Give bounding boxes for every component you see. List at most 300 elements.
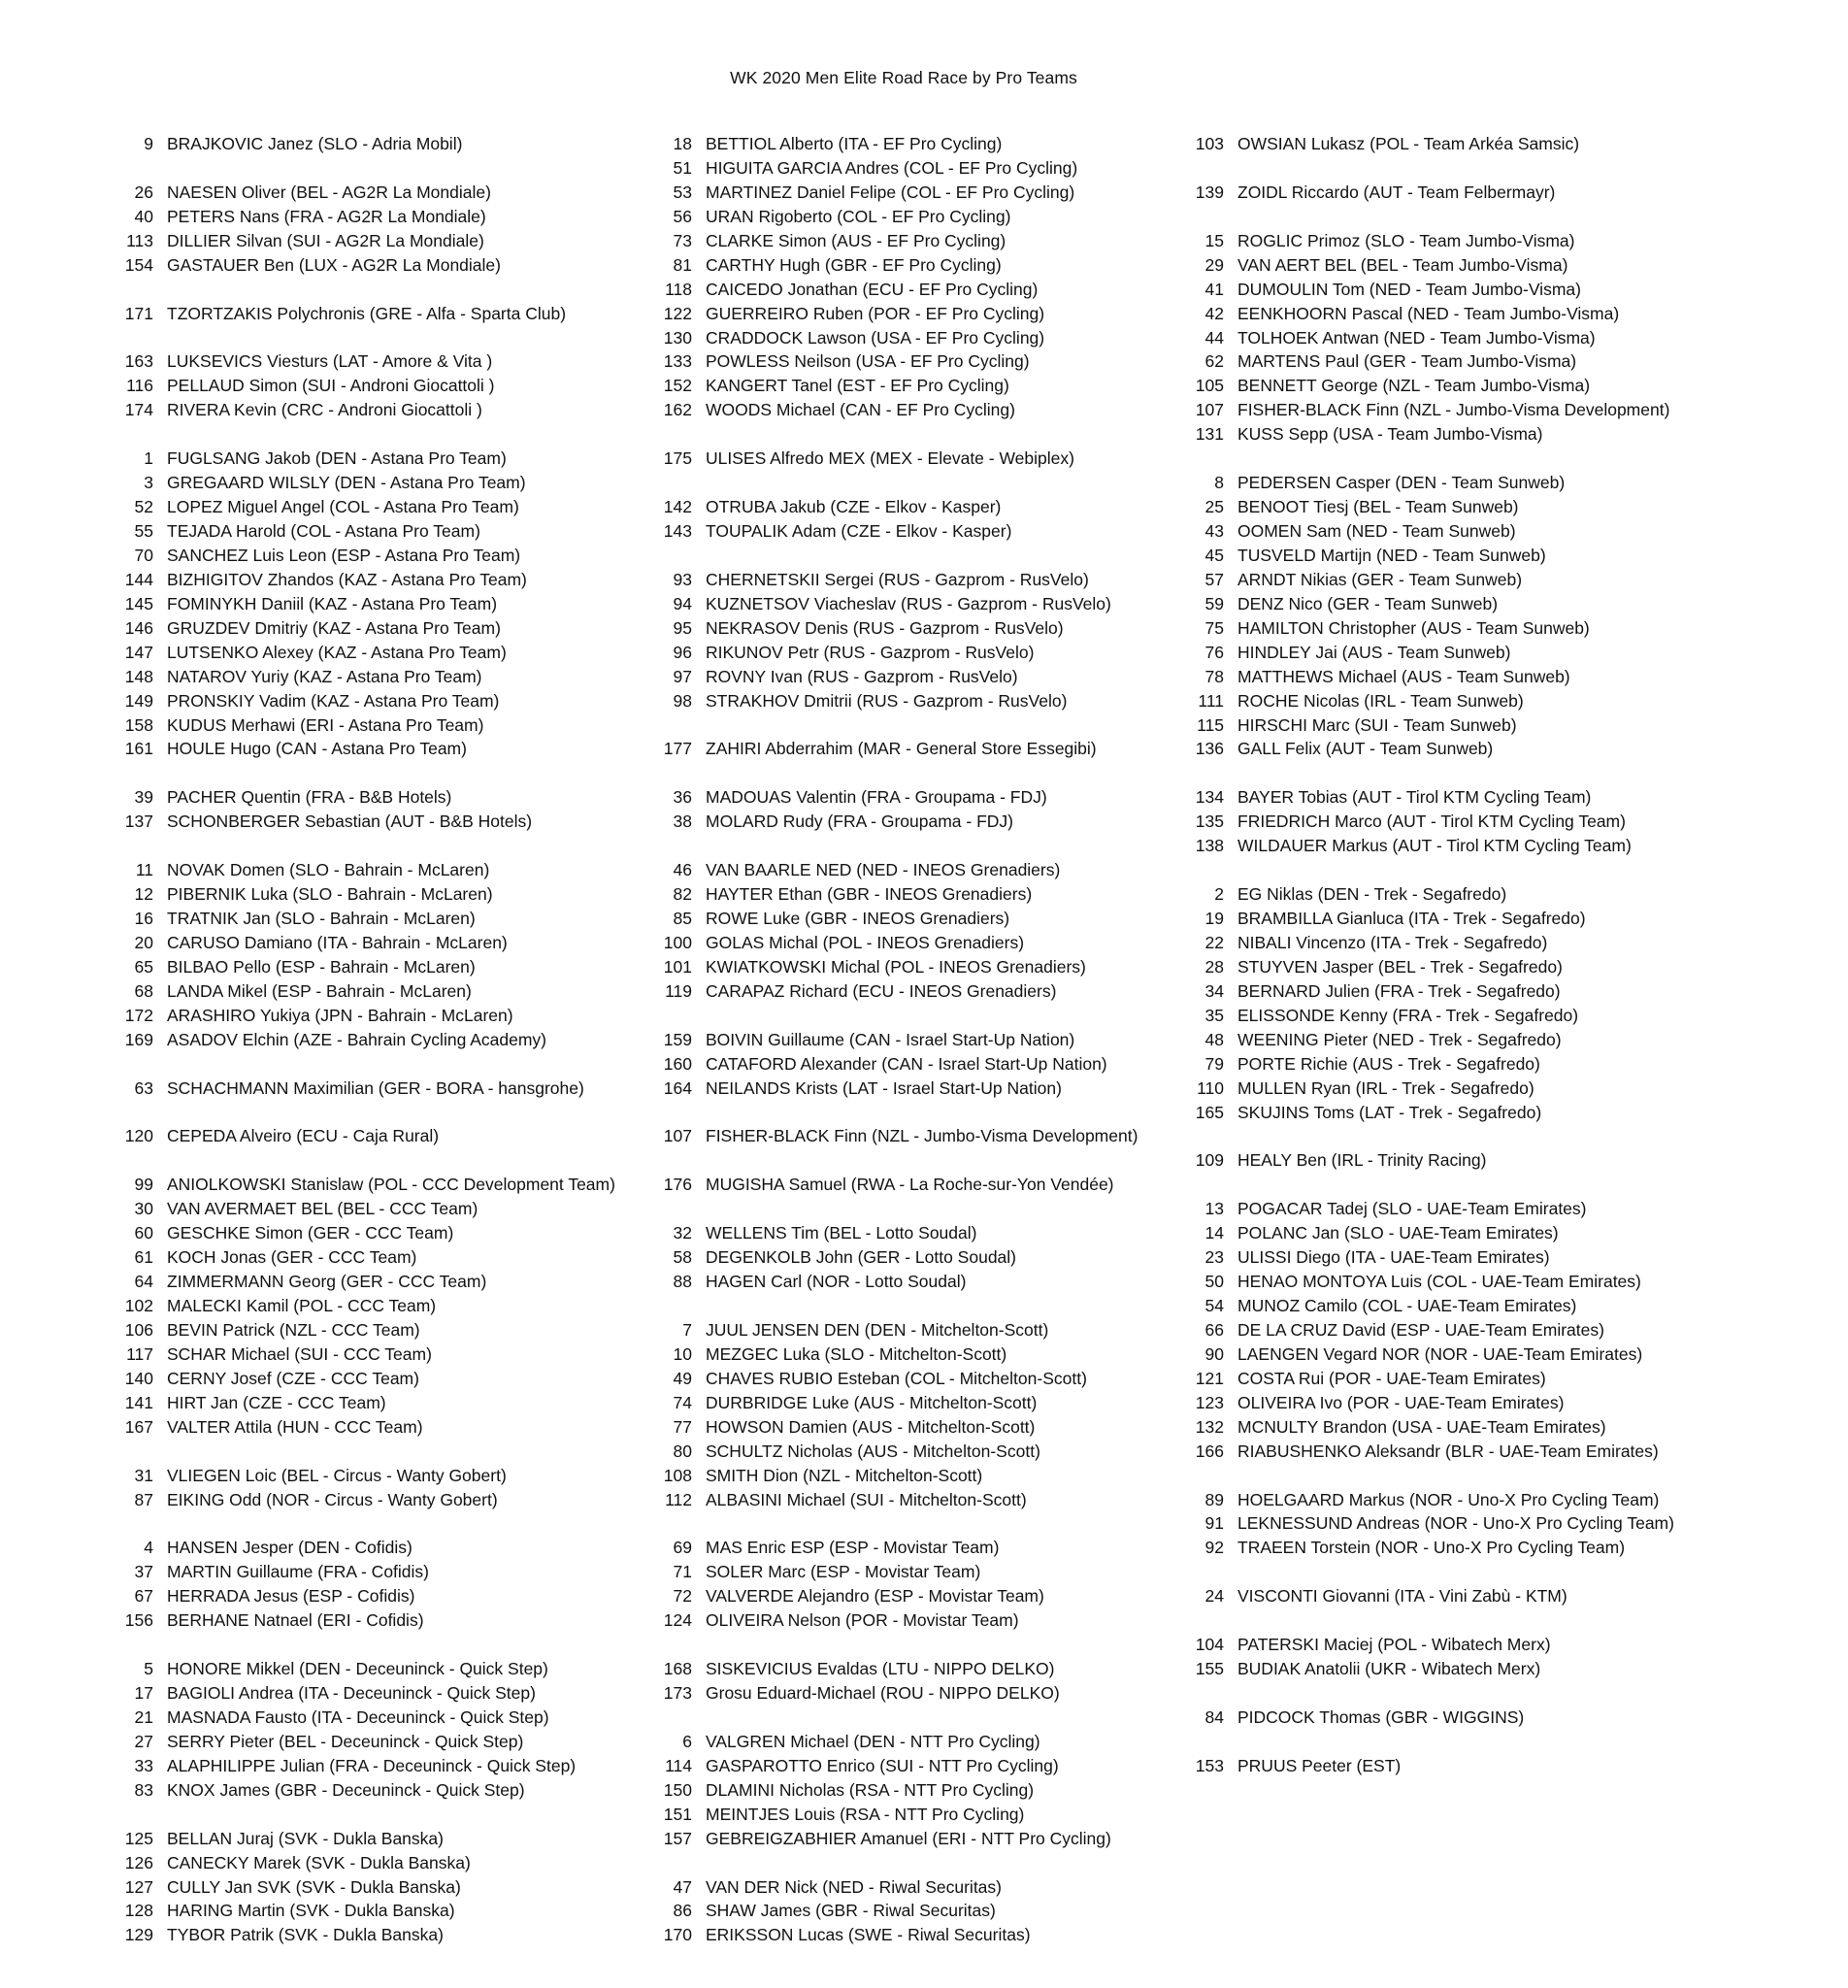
rider-number: 9 <box>144 134 153 153</box>
rider-number: 3 <box>144 473 153 493</box>
rider-row <box>107 1342 615 1367</box>
rider-number: 141 <box>124 1392 153 1412</box>
rider-number: 91 <box>1204 1513 1224 1534</box>
rider-name-team: BIZHIGITOV Zhandos (KAZ - Astana Pro Team) <box>167 569 527 589</box>
rider-name-team: BERNARD Julien (FRA - Trek - Segafredo) <box>1238 980 1561 1001</box>
rider-row <box>1177 181 1674 205</box>
rider-number: 166 <box>1195 1441 1224 1461</box>
rider-row <box>1177 1148 1674 1173</box>
rider-name-team: MOLARD Rudy (FRA - Groupama - FDJ) <box>706 812 1013 832</box>
rider-number: 65 <box>134 956 153 977</box>
spacer-row <box>1177 1681 1674 1706</box>
rider-name-team: HAGEN Carl (NOR - Lotto Soudal) <box>706 1272 967 1292</box>
rider-number: 149 <box>124 690 153 711</box>
rider-row <box>645 1488 1138 1512</box>
rider-row <box>107 205 615 229</box>
rider-row <box>645 1464 1138 1488</box>
rider-row <box>107 1560 615 1584</box>
rider-row <box>1177 665 1674 689</box>
rider-number: 89 <box>1204 1489 1224 1509</box>
rider-name-team: LUKSEVICS Viesturs (LAT - Amore & Vita ) <box>167 351 493 372</box>
rider-row <box>107 1778 615 1803</box>
rider-number: 32 <box>673 1223 692 1243</box>
rider-number: 21 <box>134 1706 153 1727</box>
rider-name-team: OWSIAN Lukasz (POL - Team Arkéa Samsic) <box>1238 134 1580 153</box>
rider-row <box>645 1245 1138 1270</box>
rider-name-team: TRAEEN Torstein (NOR - Uno-X Pro Cycling Team) <box>1238 1538 1626 1558</box>
rider-number: 115 <box>1197 714 1224 735</box>
rider-name-team: HERRADA Jesus (ESP - Cofidis) <box>167 1586 415 1607</box>
rider-number: 111 <box>1198 690 1224 711</box>
rider-name-team: BRAMBILLA Gianluca (ITA - Trek - Segafredo) <box>1238 909 1586 928</box>
rider-number: 118 <box>665 279 692 299</box>
rider-row <box>107 979 615 1004</box>
rider-name-team: FISHER-BLACK Finn (NZL - Jumbo-Visma Development) <box>1238 400 1670 420</box>
rider-row <box>645 253 1138 278</box>
rider-number: 10 <box>673 1343 692 1364</box>
rider-row <box>1177 374 1674 398</box>
rider-number: 27 <box>134 1731 153 1751</box>
rider-row <box>1177 132 1674 156</box>
rider-number: 5 <box>144 1659 153 1679</box>
rider-row <box>107 253 615 278</box>
rider-row <box>1177 1440 1674 1464</box>
rider-name-team: SOLER Marc (ESP - Movistar Team) <box>706 1562 981 1582</box>
rider-number: 109 <box>1195 1150 1224 1171</box>
rider-number: 35 <box>1204 1005 1224 1025</box>
rider-name-team: POLANC Jan (SLO - UAE-Team Emirates) <box>1238 1223 1559 1243</box>
rider-number: 137 <box>124 812 153 832</box>
rider-row <box>1177 229 1674 253</box>
rider-name-team: KUSS Sepp (USA - Team Jumbo-Visma) <box>1238 424 1543 445</box>
rider-row <box>107 907 615 931</box>
rider-name-team: BEVIN Patrick (NZL - CCC Team) <box>167 1319 420 1340</box>
rider-number: 71 <box>673 1562 692 1582</box>
rider-number: 36 <box>673 787 692 808</box>
rider-name-team: FRIEDRICH Marco (AUT - Tirol KTM Cycling Team) <box>1238 812 1626 832</box>
rider-number: 2 <box>1214 884 1224 905</box>
rider-number: 114 <box>665 1755 692 1775</box>
rider-row <box>645 302 1138 326</box>
spacer-row <box>645 834 1138 858</box>
rider-number: 64 <box>134 1272 153 1292</box>
rider-number: 68 <box>134 980 153 1001</box>
rider-name-team: TOUPALIK Adam (CZE - Elkov - Kasper) <box>706 521 1012 541</box>
rider-row <box>645 181 1138 205</box>
rider-row <box>107 1245 615 1270</box>
rider-row <box>645 1657 1138 1681</box>
rider-name-team: ROWE Luke (GBR - INEOS Grenadiers) <box>706 909 1010 928</box>
rider-row <box>645 1754 1138 1778</box>
spacer-row <box>1177 1124 1674 1148</box>
rider-name-team: WELLENS Tim (BEL - Lotto Soudal) <box>706 1223 977 1243</box>
rider-number: 176 <box>663 1175 692 1195</box>
rider-row <box>645 1367 1138 1391</box>
rider-row <box>1177 1488 1674 1512</box>
spacer-row <box>645 1004 1138 1028</box>
rider-row <box>645 229 1138 253</box>
rider-row <box>645 1391 1138 1415</box>
rider-row <box>1177 979 1674 1004</box>
rider-name-team: OTRUBA Jakub (CZE - Elkov - Kasper) <box>706 497 1002 517</box>
rider-number: 26 <box>134 182 153 202</box>
spacer-row <box>645 1851 1138 1875</box>
rider-row <box>645 326 1138 350</box>
rider-row <box>1177 1077 1674 1101</box>
rider-number: 25 <box>1204 497 1224 517</box>
rider-name-team: EENKHOORN Pascal (NED - Team Jumbo-Visma) <box>1238 303 1620 323</box>
rider-number: 152 <box>663 376 692 396</box>
rider-row <box>107 1318 615 1342</box>
rider-name-team: GREGAARD WILSLY (DEN - Astana Pro Team) <box>167 473 526 493</box>
rider-row <box>1177 1367 1674 1391</box>
rider-row <box>107 689 615 713</box>
rider-row <box>645 1270 1138 1294</box>
rider-name-team: WEENING Pieter (NED - Trek - Segafredo) <box>1238 1029 1562 1049</box>
rider-name-team: HOELGAARD Markus (NOR - Uno-X Pro Cycling Team) <box>1238 1489 1660 1509</box>
rider-name-team: FISHER-BLACK Finn (NZL - Jumbo-Visma Development) <box>706 1126 1138 1146</box>
rider-number: 82 <box>673 884 692 905</box>
rider-number: 142 <box>663 497 692 517</box>
rider-name-team: LUTSENKO Alexey (KAZ - Astana Pro Team) <box>167 642 507 662</box>
rider-row <box>1177 1391 1674 1415</box>
rider-row <box>1177 834 1674 858</box>
rider-row <box>645 156 1138 181</box>
rider-row <box>1177 1245 1674 1270</box>
rider-row <box>1177 398 1674 422</box>
rider-name-team: CAICEDO Jonathan (ECU - EF Pro Cycling) <box>706 279 1039 299</box>
rider-number: 23 <box>1204 1247 1224 1268</box>
rider-number: 4 <box>144 1538 153 1558</box>
spacer-row <box>645 761 1138 785</box>
rider-row <box>107 955 615 979</box>
rider-name-team: NEKRASOV Denis (RUS - Gazprom - RusVelo) <box>706 617 1064 638</box>
rider-name-team: BERHANE Natnael (ERI - Cofidis) <box>167 1610 424 1631</box>
rider-name-team: PRONSKIY Vadim (KAZ - Astana Pro Team) <box>167 690 500 711</box>
rider-name-team: DEGENKOLB John (GER - Lotto Soudal) <box>706 1247 1016 1268</box>
rider-row <box>107 1827 615 1851</box>
rider-name-team: HANSEN Jesper (DEN - Cofidis) <box>167 1538 412 1558</box>
rider-row <box>107 1464 615 1488</box>
spacer-row <box>107 1148 615 1173</box>
rider-row <box>107 1923 615 1947</box>
rider-column-1 <box>107 132 615 1947</box>
spacer-row <box>645 1633 1138 1657</box>
rider-number: 78 <box>1204 666 1224 686</box>
rider-name-team: GASPAROTTO Enrico (SUI - NTT Pro Cycling) <box>706 1755 1059 1775</box>
rider-number: 158 <box>124 714 153 735</box>
rider-row <box>645 1923 1138 1947</box>
rider-row <box>645 737 1138 761</box>
rider-number: 43 <box>1204 521 1224 541</box>
spacer-row <box>645 1197 1138 1221</box>
spacer-row <box>107 278 615 302</box>
rider-number: 97 <box>673 666 692 686</box>
rider-name-team: BRAJKOVIC Janez (SLO - Adria Mobil) <box>167 134 463 153</box>
rider-row <box>107 737 615 761</box>
spacer-row <box>107 1633 615 1657</box>
spacer-row <box>1177 205 1674 229</box>
rider-row <box>645 1681 1138 1706</box>
rider-name-team: MARTIN Guillaume (FRA - Cofidis) <box>167 1562 430 1582</box>
rider-number: 144 <box>124 569 153 589</box>
rider-name-team: CHAVES RUBIO Esteban (COL - Mitchelton-Scott) <box>706 1368 1087 1388</box>
rider-name-team: TYBOR Patrik (SVK - Dukla Banska) <box>167 1925 444 1945</box>
rider-row <box>107 931 615 955</box>
rider-name-team: KANGERT Tanel (EST - EF Pro Cycling) <box>706 376 1009 396</box>
rider-number: 108 <box>663 1465 692 1485</box>
rider-row <box>1177 1197 1674 1221</box>
rider-number: 77 <box>673 1416 692 1437</box>
rider-row <box>107 495 615 519</box>
rider-name-team: GALL Felix (AUT - Team Sunweb) <box>1238 739 1494 759</box>
rider-name-team: BETTIOL Alberto (ITA - EF Pro Cycling) <box>706 134 1003 153</box>
rider-row <box>107 398 615 422</box>
rider-row <box>1177 349 1674 374</box>
rider-row <box>107 447 615 471</box>
rider-name-team: DENZ Nico (GER - Team Sunweb) <box>1238 593 1499 613</box>
rider-row <box>107 181 615 205</box>
rider-name-team: OLIVEIRA Nelson (POR - Movistar Team) <box>706 1610 1019 1631</box>
spacer-row <box>645 713 1138 738</box>
rider-row <box>1177 1584 1674 1608</box>
rider-row <box>1177 1415 1674 1440</box>
rider-name-team: HOULE Hugo (CAN - Astana Pro Team) <box>167 739 467 759</box>
rider-number: 11 <box>135 860 153 880</box>
spacer-row <box>1177 447 1674 471</box>
rider-row <box>107 568 615 592</box>
rider-number: 162 <box>663 400 692 420</box>
spacer-row <box>645 422 1138 447</box>
rider-number: 174 <box>124 400 153 420</box>
rider-number: 130 <box>663 327 692 348</box>
rider-number: 51 <box>673 157 692 178</box>
spacer-row <box>1177 1173 1674 1197</box>
rider-name-team: VALVERDE Alejandro (ESP - Movistar Team) <box>706 1586 1044 1607</box>
rider-number: 37 <box>134 1562 153 1582</box>
rider-name-team: PELLAUD Simon (SUI - Androni Giocattoli ) <box>167 376 495 396</box>
rider-name-team: BOIVIN Guillaume (CAN - Israel Start-Up Nation) <box>706 1029 1075 1049</box>
rider-name-team: KWIATKOWSKI Michal (POL - INEOS Grenadiers) <box>706 956 1086 977</box>
rider-name-team: ZIMMERMANN Georg (GER - CCC Team) <box>167 1272 487 1292</box>
rider-number: 85 <box>673 909 692 928</box>
rider-row <box>107 882 615 907</box>
rider-name-team: SISKEVICIUS Evaldas (LTU - NIPPO DELKO) <box>706 1659 1055 1679</box>
spacer-row <box>645 1511 1138 1536</box>
rider-name-team: CLARKE Simon (AUS - EF Pro Cycling) <box>706 230 1006 250</box>
rider-number: 81 <box>673 254 692 275</box>
rider-number: 38 <box>673 812 692 832</box>
rider-row <box>107 1124 615 1148</box>
rider-name-team: GESCHKE Simon (GER - CCC Team) <box>167 1223 454 1243</box>
rider-row <box>1177 1706 1674 1730</box>
rider-number: 93 <box>673 569 692 589</box>
rider-row <box>107 616 615 641</box>
rider-row <box>645 592 1138 616</box>
rider-row <box>1177 955 1674 979</box>
rider-name-team: HONORE Mikkel (DEN - Deceuninck - Quick Step) <box>167 1659 548 1679</box>
rider-name-team: POWLESS Neilson (USA - EF Pro Cycling) <box>706 351 1030 372</box>
rider-number: 127 <box>124 1876 153 1897</box>
rider-number: 102 <box>124 1296 153 1315</box>
rider-name-team: SCHONBERGER Sebastian (AUT - B&B Hotels) <box>167 812 533 832</box>
rider-number: 159 <box>663 1029 692 1049</box>
rider-number: 136 <box>1195 739 1224 759</box>
rider-name-team: FUGLSANG Jakob (DEN - Astana Pro Team) <box>167 448 507 469</box>
rider-row <box>107 1173 615 1197</box>
rider-name-team: FOMINYKH Daniil (KAZ - Astana Pro Team) <box>167 593 498 613</box>
rider-number: 60 <box>134 1223 153 1243</box>
rider-number: 24 <box>1204 1586 1224 1607</box>
rider-number: 50 <box>1204 1272 1224 1292</box>
rider-number: 70 <box>134 545 153 565</box>
rider-row <box>107 1851 615 1875</box>
rider-row <box>107 544 615 568</box>
rider-row <box>107 471 615 495</box>
rider-name-team: HAYTER Ethan (GBR - INEOS Grenadiers) <box>706 884 1033 905</box>
rider-number: 172 <box>124 1005 153 1025</box>
rider-name-team: PRUUS Peeter (EST) <box>1238 1755 1402 1775</box>
rider-number: 48 <box>1204 1029 1224 1049</box>
rider-name-team: LANDA Mikel (ESP - Bahrain - McLaren) <box>167 980 472 1001</box>
rider-name-team: HINDLEY Jai (AUS - Team Sunweb) <box>1238 642 1511 662</box>
rider-name-team: ZOIDL Riccardo (AUT - Team Felbermayr) <box>1238 182 1556 202</box>
rider-row <box>1177 422 1674 447</box>
rider-row <box>1177 616 1674 641</box>
rider-name-team: VLIEGEN Loic (BEL - Circus - Wanty Gobert) <box>167 1465 507 1485</box>
rider-name-team: MALECKI Kamil (POL - CCC Team) <box>167 1296 437 1315</box>
rider-name-team: PORTE Richie (AUS - Trek - Segafredo) <box>1238 1053 1540 1074</box>
rider-number: 41 <box>1204 279 1224 299</box>
rider-name-team: ROCHE Nicolas (IRL - Team Sunweb) <box>1238 690 1524 711</box>
rider-row <box>645 810 1138 834</box>
rider-row <box>1177 1342 1674 1367</box>
rider-row <box>107 1730 615 1754</box>
rider-row <box>107 810 615 834</box>
rider-name-team: BENNETT George (NZL - Team Jumbo-Visma) <box>1238 376 1591 396</box>
rider-row <box>645 931 1138 955</box>
rider-name-team: RIVERA Kevin (CRC - Androni Giocattoli ) <box>167 400 482 420</box>
rider-name-team: GEBREIGZABHIER Amanuel (ERI - NTT Pro Cycling) <box>706 1828 1111 1848</box>
rider-row <box>645 1608 1138 1633</box>
rider-row <box>645 979 1138 1004</box>
rider-number: 153 <box>1195 1755 1224 1775</box>
rider-name-team: NEILANDS Krists (LAT - Israel Start-Up Nation) <box>706 1077 1062 1098</box>
rider-row <box>645 1077 1138 1101</box>
rider-name-team: GRUZDEV Dmitriy (KAZ - Astana Pro Team) <box>167 617 501 638</box>
rider-name-team: DLAMINI Nicholas (RSA - NTT Pro Cycling) <box>706 1779 1035 1800</box>
rider-number: 46 <box>673 860 692 880</box>
rider-name-team: GOLAS Michal (POL - INEOS Grenadiers) <box>706 932 1025 952</box>
spacer-row <box>107 1101 615 1125</box>
rider-number: 59 <box>1204 593 1224 613</box>
rider-row <box>645 955 1138 979</box>
rider-name-team: VALTER Attila (HUN - CCC Team) <box>167 1416 423 1437</box>
rider-name-team: STUYVEN Jasper (BEL - Trek - Segafredo) <box>1238 956 1563 977</box>
rider-row <box>107 229 615 253</box>
rider-row <box>1177 568 1674 592</box>
rider-number: 6 <box>682 1731 692 1751</box>
rider-row <box>645 519 1138 544</box>
rider-row <box>1177 278 1674 302</box>
rider-row <box>1177 592 1674 616</box>
rider-number: 126 <box>124 1852 153 1872</box>
rider-name-team: ALAPHILIPPE Julian (FRA - Deceuninck - Quick Step) <box>167 1755 577 1775</box>
rider-number: 134 <box>1195 787 1224 808</box>
rider-row <box>107 1221 615 1245</box>
rider-number: 138 <box>1195 836 1224 856</box>
rider-name-team: TRATNIK Jan (SLO - Bahrain - McLaren) <box>167 909 476 928</box>
rider-name-team: RIKUNOV Petr (RUS - Gazprom - RusVelo) <box>706 642 1035 662</box>
rider-row <box>645 278 1138 302</box>
rider-name-team: DILLIER Silvan (SUI - AG2R La Mondiale) <box>167 230 484 250</box>
rider-row <box>107 785 615 810</box>
rider-name-team: RIABUSHENKO Aleksandr (BLR - UAE-Team Emirates) <box>1238 1441 1659 1461</box>
rider-row <box>1177 1270 1674 1294</box>
rider-number: 8 <box>1214 473 1224 493</box>
rider-row <box>107 374 615 398</box>
rider-row <box>1177 882 1674 907</box>
rider-name-team: MEZGEC Luka (SLO - Mitchelton-Scott) <box>706 1343 1007 1364</box>
rider-row <box>1177 810 1674 834</box>
spacer-row <box>645 471 1138 495</box>
rider-number: 143 <box>663 521 692 541</box>
rider-name-team: SCHAR Michael (SUI - CCC Team) <box>167 1343 432 1364</box>
rider-row <box>1177 1536 1674 1560</box>
rider-number: 147 <box>124 642 153 662</box>
rider-row <box>645 349 1138 374</box>
rider-number: 98 <box>673 690 692 711</box>
rider-name-team: TEJADA Harold (COL - Astana Pro Team) <box>167 521 480 541</box>
rider-row <box>645 641 1138 665</box>
rider-row <box>107 1270 615 1294</box>
rider-number: 107 <box>1195 400 1224 420</box>
rider-name-team: MATTHEWS Michael (AUS - Team Sunweb) <box>1238 666 1570 686</box>
rider-name-team: DE LA CRUZ David (ESP - UAE-Team Emirates) <box>1238 1319 1604 1340</box>
rider-number: 16 <box>134 909 153 928</box>
rider-number: 90 <box>1204 1343 1224 1364</box>
rider-number: 100 <box>663 932 692 952</box>
rider-name-team: Grosu Eduard-Michael (ROU - NIPPO DELKO) <box>706 1683 1060 1703</box>
rider-row <box>1177 713 1674 738</box>
rider-name-team: HARING Martin (SVK - Dukla Banska) <box>167 1901 455 1921</box>
rider-number: 146 <box>124 617 153 638</box>
rider-number: 112 <box>665 1489 692 1509</box>
rider-number: 56 <box>673 206 692 226</box>
rider-row <box>107 1488 615 1512</box>
rider-row <box>1177 737 1674 761</box>
rider-row <box>645 1028 1138 1052</box>
rider-number: 135 <box>1195 812 1224 832</box>
rider-number: 79 <box>1204 1053 1224 1074</box>
rider-number: 20 <box>134 932 153 952</box>
rider-row <box>645 785 1138 810</box>
rider-row <box>1177 1294 1674 1318</box>
rider-name-team: ROVNY Ivan (RUS - Gazprom - RusVelo) <box>706 666 1018 686</box>
spacer-row <box>645 1101 1138 1125</box>
rider-row <box>107 519 615 544</box>
spacer-row <box>645 1148 1138 1173</box>
rider-row <box>1177 471 1674 495</box>
rider-name-team: SCHULTZ Nicholas (AUS - Mitchelton-Scott) <box>706 1441 1040 1461</box>
rider-name-team: CERNY Josef (CZE - CCC Team) <box>167 1368 419 1388</box>
rider-row <box>645 1318 1138 1342</box>
rider-number: 55 <box>134 521 153 541</box>
rider-name-team: WILDAUER Markus (AUT - Tirol KTM Cycling Team) <box>1238 836 1632 856</box>
rider-number: 44 <box>1204 327 1224 348</box>
rider-name-team: PEDERSEN Casper (DEN - Team Sunweb) <box>1238 473 1566 493</box>
rider-number: 47 <box>673 1876 692 1897</box>
